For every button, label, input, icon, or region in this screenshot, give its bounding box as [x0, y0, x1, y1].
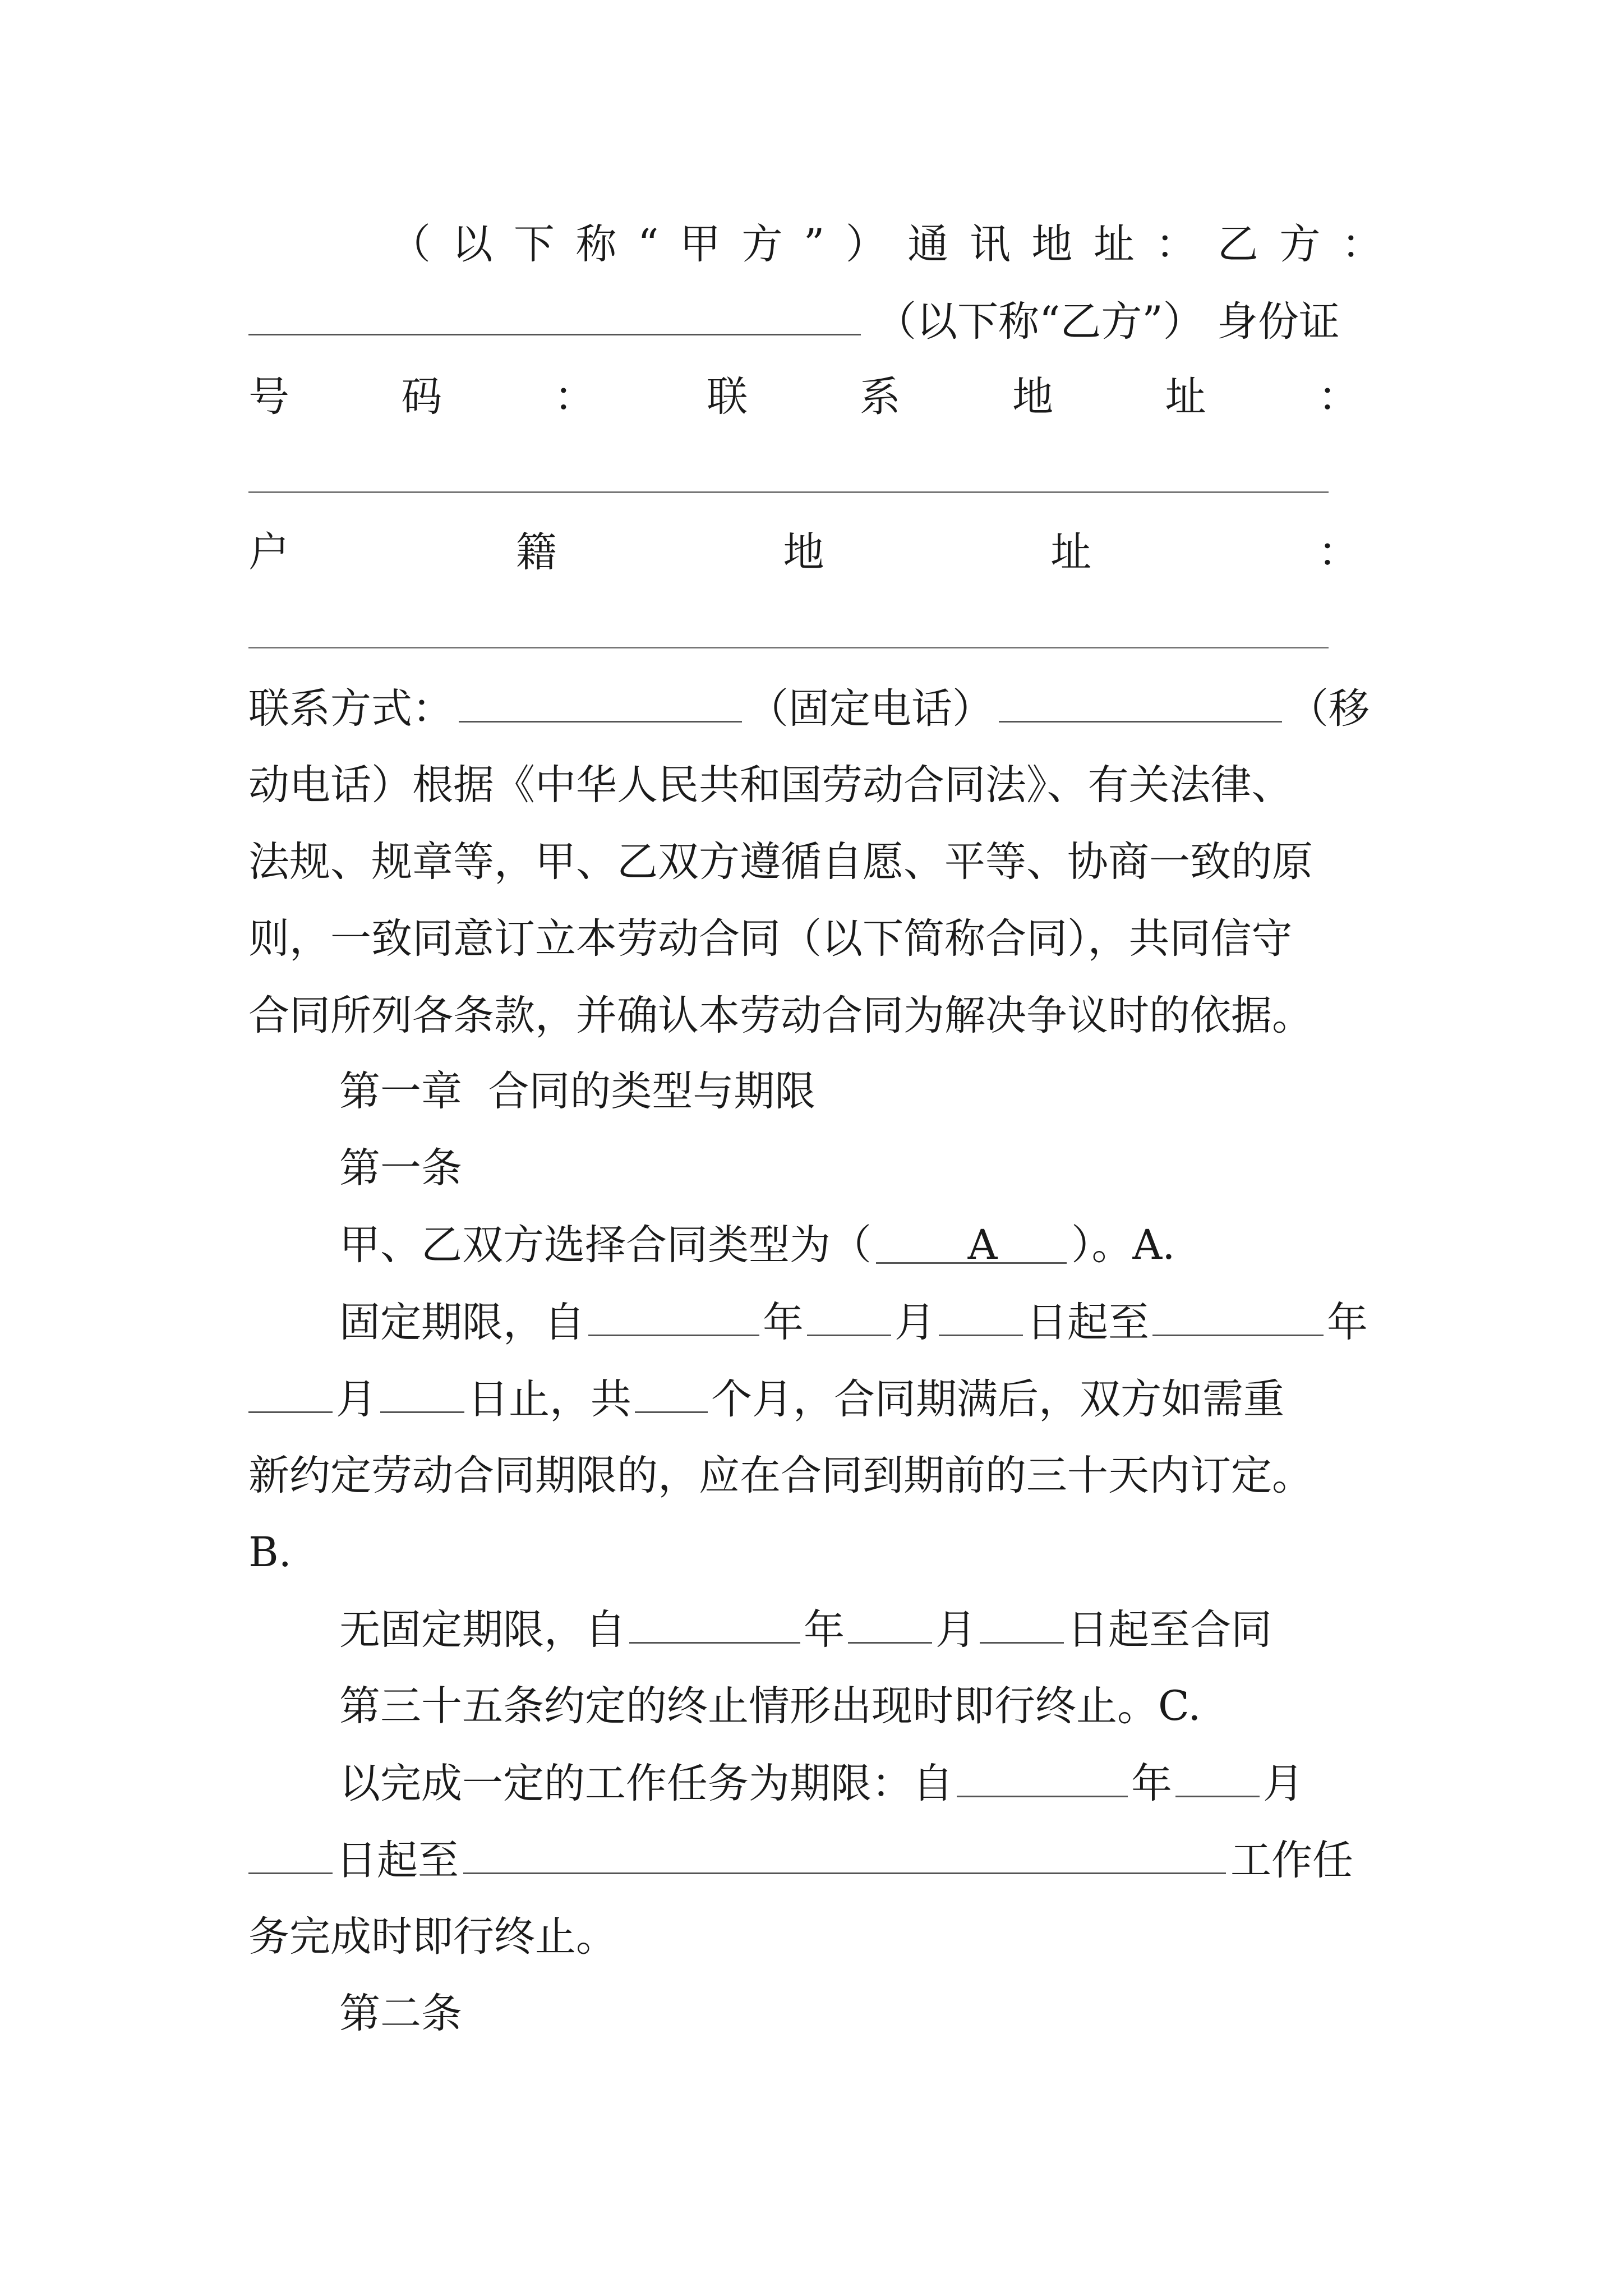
article-heading: [248, 1987, 1394, 2041]
month-label: 月: [935, 1606, 976, 1654]
landline-blank[interactable]: [459, 682, 742, 723]
text-char: 址: [1050, 528, 1092, 576]
text-char: 以: [451, 220, 493, 268]
paragraph-line: [248, 1910, 1394, 1964]
paragraph-text: 动电话）根据《中华人民共和国劳动合同法》、有关法律、: [248, 761, 1293, 809]
fixed-term-line-2: [248, 1372, 1394, 1426]
until-contract-label: 日起至合同: [1067, 1606, 1272, 1654]
text-char: 方: [1279, 220, 1321, 268]
month-label: 月: [336, 1375, 377, 1423]
text-char: ：: [1318, 528, 1359, 576]
start-year-blank[interactable]: [588, 1295, 759, 1336]
task-start-month-blank[interactable]: [1175, 1756, 1260, 1797]
text-char: 通: [907, 220, 949, 268]
year-label: 年: [763, 1299, 804, 1346]
text-char: 户: [248, 528, 289, 576]
open-start-month-blank[interactable]: [848, 1603, 932, 1644]
text-char: 号: [248, 373, 289, 421]
start-month-blank[interactable]: [807, 1295, 891, 1336]
year-label: 年: [1327, 1299, 1368, 1346]
fixed-term-line: [248, 1295, 1394, 1349]
text-char: ）: [845, 220, 887, 268]
paragraph-line: [248, 1526, 1394, 1580]
household-address-blank[interactable]: [248, 647, 1329, 648]
task-start-day-blank[interactable]: [248, 1833, 333, 1874]
text-char: 乙: [1217, 220, 1258, 268]
year-label: 年: [1131, 1760, 1172, 1807]
until-label: 日起至: [336, 1837, 459, 1884]
task-description-blank[interactable]: [463, 1833, 1226, 1874]
until-label: 日起至: [1026, 1299, 1149, 1346]
end-day-blank[interactable]: [380, 1372, 464, 1413]
contract-type-label: 甲、乙双方选择合同类型为（: [339, 1221, 872, 1269]
mobile-blank[interactable]: [999, 682, 1282, 723]
text-char: 讯: [969, 220, 1011, 268]
party-b-label: （以下称“乙方”） 身份证: [875, 298, 1340, 346]
text-char: 方: [741, 220, 783, 268]
months-count-blank[interactable]: [635, 1372, 708, 1413]
contact-address-blank[interactable]: [248, 491, 1329, 493]
text-char: 地: [783, 528, 824, 576]
text-char: 称: [575, 220, 617, 268]
contact-label: 联系方式：: [248, 685, 453, 733]
open-term-label: 无固定期限，自: [339, 1606, 626, 1654]
end-month-blank[interactable]: [248, 1372, 333, 1413]
text-char: ：: [1341, 220, 1382, 268]
contract-type-suffix: ）。A.: [1071, 1221, 1175, 1269]
paragraph-line: [248, 758, 1394, 812]
chapter-title: 第一章 合同的类型与期限: [339, 1068, 816, 1115]
text-char: 地: [1012, 373, 1054, 421]
paragraph-line: [248, 912, 1394, 966]
text-char: 码: [401, 373, 442, 421]
paragraph-text: 务完成时即行终止。: [248, 1913, 617, 1961]
article-heading: [248, 1142, 1394, 1195]
party-b-name-blank[interactable]: [248, 295, 861, 335]
open-start-day-blank[interactable]: [980, 1603, 1064, 1644]
text-char: （: [390, 220, 431, 268]
end-label: 日止，共: [468, 1375, 631, 1423]
paragraph-text: 第三十五条约定的终止情形出现时即行终止。C.: [339, 1682, 1201, 1730]
task-term-line-2: [248, 1833, 1394, 1887]
task-start-year-blank[interactable]: [957, 1756, 1128, 1797]
text-char: 籍: [515, 528, 557, 576]
text-char: 甲: [679, 220, 721, 268]
contract-type-line: [248, 1218, 1394, 1272]
option-label: B.: [248, 1529, 292, 1576]
paragraph-line: [248, 1680, 1394, 1733]
paragraph-text: 合同所列各条款，并确认本劳动合同为解决争议时的依据。: [248, 992, 1313, 1039]
party-a-line: [248, 218, 1382, 272]
start-day-blank[interactable]: [939, 1295, 1023, 1336]
chapter-heading: [248, 1065, 1394, 1119]
contract-type-blank[interactable]: [876, 1218, 1067, 1269]
task-term-label: 以完成一定的工作任务为期限：自: [339, 1760, 953, 1807]
fixed-term-label: 固定期限，自: [339, 1299, 585, 1346]
text-char: ：: [554, 373, 595, 421]
id-address-line: [248, 370, 1359, 424]
contact-line: [248, 682, 1394, 735]
landline-label: （固定电话）: [748, 685, 993, 733]
text-char: ：: [1155, 220, 1197, 268]
month-label: 月: [895, 1299, 935, 1346]
year-label: 年: [804, 1606, 845, 1654]
text-char: 址: [1093, 220, 1135, 268]
mobile-label: （移: [1288, 685, 1370, 733]
text-char: 联: [707, 373, 748, 421]
article-title: 第二条: [339, 1990, 462, 2037]
paragraph-line: [248, 1449, 1394, 1503]
text-char: ：: [1317, 373, 1359, 421]
text-char: 系: [859, 373, 901, 421]
task-term-line: [248, 1756, 1394, 1810]
text-char: 地: [1031, 220, 1073, 268]
open-start-year-blank[interactable]: [629, 1603, 800, 1644]
paragraph-text: 法规、规章等，甲、乙双方遵循自愿、平等、协商一致的原: [248, 838, 1313, 886]
paragraph-line: [248, 835, 1394, 889]
paragraph-text: 新约定劳动合同期限的，应在合同到期前的三十天内订定。: [248, 1452, 1313, 1499]
month-label: 月: [1263, 1760, 1304, 1807]
term-text: 个月，合同期满后，双方如需重: [711, 1375, 1284, 1423]
text-char: ”: [803, 220, 825, 268]
paragraph-line: [248, 989, 1394, 1043]
text-char: 下: [514, 220, 555, 268]
text-char: 址: [1165, 373, 1206, 421]
party-b-line: [248, 295, 1394, 348]
household-address-line: [248, 526, 1359, 579]
article-title: 第一条: [339, 1144, 462, 1192]
text-char: “: [638, 220, 659, 268]
task-label: 工作任: [1230, 1837, 1353, 1884]
contract-type-value: A: [967, 1221, 998, 1269]
open-term-line: [248, 1603, 1394, 1657]
paragraph-text: 则，一致同意订立本劳动合同（以下简称合同），共同信守: [248, 915, 1293, 963]
end-year-blank[interactable]: [1152, 1295, 1324, 1336]
